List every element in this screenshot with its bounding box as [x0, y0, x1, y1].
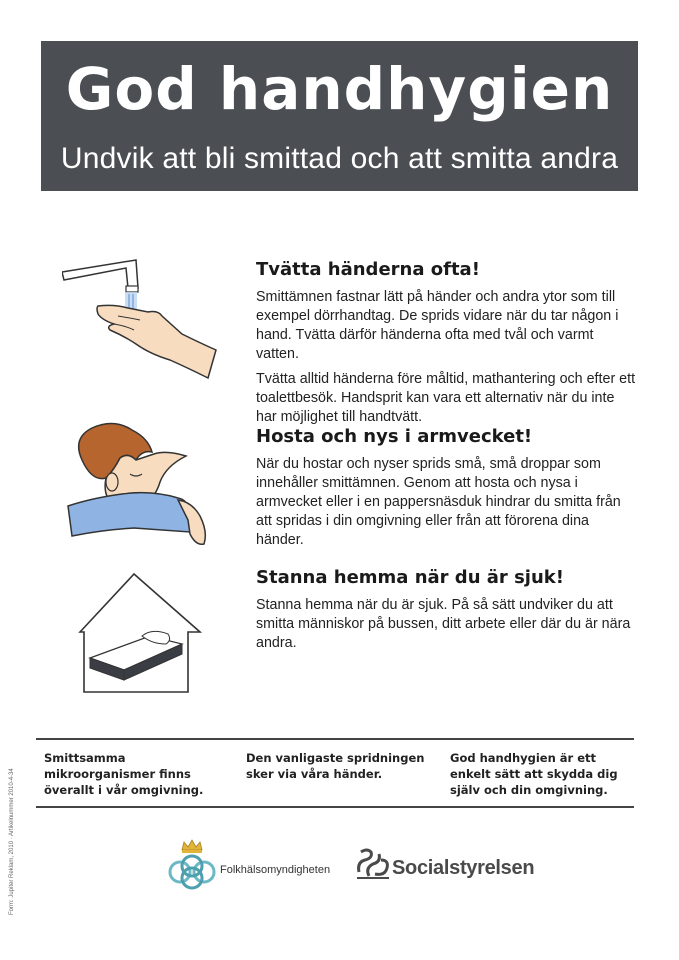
footer-fact-3: God handhygien är ett enkelt sätt att skydda dig själv och din omgivning. — [450, 751, 618, 797]
print-credit: Form: Jupiter Reklam, 2010 · Artikelnummer 2010-4-34 — [9, 768, 15, 915]
section-paragraph: Tvätta alltid händerna före måltid, mathantering och efter ett toalettbesök. Handsprit kan vara ett alternativ när du inte har möjlighet till handtvätt. — [256, 371, 636, 425]
house-bed-icon — [72, 572, 208, 694]
socialstyrelsen-label: Socialstyrelsen — [392, 857, 535, 879]
sneeze-icon — [62, 420, 212, 555]
section-heading: Tvätta händerna ofta! — [256, 259, 480, 280]
section-handwash — [256, 258, 636, 433]
handwash-icon — [62, 250, 222, 385]
page-title: God handhygien — [65, 55, 614, 123]
socialstyrelsen-logo-icon — [355, 848, 391, 880]
section-heading: Stanna hemma när du är sjuk! — [256, 567, 564, 588]
header-banner — [41, 41, 638, 191]
folkhalsomyndigheten-label: Folkhälsomyndigheten — [220, 864, 331, 876]
section-stay-home — [256, 566, 636, 659]
folkhalsomyndigheten-logo-icon — [166, 838, 218, 892]
section-paragraph: Smittämnen fastnar lätt på händer och andra ytor som till exempel dörrhandtag. De sprids vidare när du tar någon i hand. Tvätta därför händerna ofta med tvål och varmt vatten. — [256, 289, 619, 362]
footer-fact-1: Smittsamma mikroorganismer finns överallt i vår omgivning. — [44, 751, 204, 797]
section-sneeze — [256, 425, 636, 556]
section-paragraph: Stanna hemma när du är sjuk. På så sätt undviker du att smitta människor på bussen, ditt arbete eller där du är nära andra. — [256, 597, 631, 651]
section-paragraph: När du hostar och nyser sprids små, små droppar som innehåller smittämnen. Genom att hosta och nysa i armvecket eller i en pappersnäsduk hindrar du smitta från att spridas i din omgivning eller från att förorena dina händer. — [256, 456, 621, 548]
footer-fact-2: Den vanligaste spridningen sker via våra händer. — [246, 751, 425, 781]
section-heading: Hosta och nys i armvecket! — [256, 426, 533, 447]
page-subtitle: Undvik att bli smittad och att smitta andra — [60, 142, 619, 175]
footer-divider-bottom — [36, 806, 634, 808]
footer-divider-top — [36, 738, 634, 740]
